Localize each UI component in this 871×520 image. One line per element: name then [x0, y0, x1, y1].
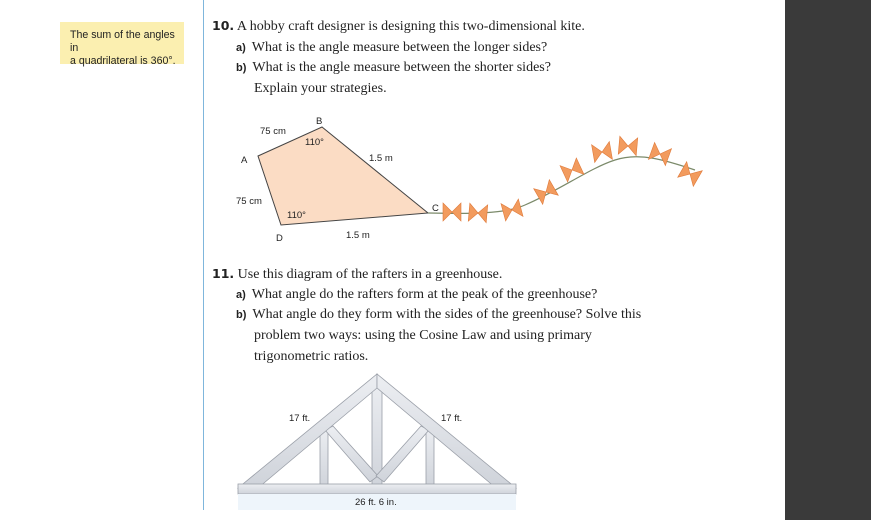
question-11b-line-1: What angle do they form with the sides of the greenhouse? Solve this — [252, 307, 642, 322]
side-bc-label: 1.5 m — [369, 153, 393, 164]
margin-note-line-1: The sum of the angles in — [70, 29, 175, 54]
question-11b-label: b) — [236, 309, 247, 321]
question-11a-label: a) — [236, 289, 246, 301]
vertex-b-label: B — [316, 116, 323, 127]
truss-brace-left — [325, 426, 378, 482]
question-10-text: A hobby craft designer is designing this two-dimensional kite. — [236, 19, 585, 34]
question-10-number: 10. — [212, 18, 235, 33]
right-rafter-label: 17 ft. — [441, 413, 463, 424]
base-label: 26 ft. 6 in. — [355, 497, 397, 508]
vertex-c-label: C — [432, 203, 439, 214]
question-10b-text: What is the angle measure between the shorter sides? — [252, 60, 551, 75]
truss-brace-right — [376, 426, 429, 482]
side-ad-label: 75 cm — [236, 196, 262, 207]
side-ab-label: 75 cm — [260, 126, 286, 137]
base-beam — [238, 484, 516, 494]
vertex-d-label: D — [276, 233, 283, 244]
question-11-number: 11. — [212, 266, 235, 281]
question-10b-continued: Explain your strategies. — [254, 81, 387, 96]
left-rafter-label: 17 ft. — [289, 413, 311, 424]
question-11a-text: What angle do the rafters form at the peak of the greenhouse? — [251, 287, 598, 302]
vertex-a-label: A — [241, 155, 248, 166]
question-11b-line-3: trigonometric ratios. — [254, 349, 369, 364]
truss-strut-left — [320, 428, 328, 488]
question-11b-line-2: problem two ways: using the Cosine Law and using primary — [254, 328, 592, 343]
question-10a-label: a) — [236, 42, 246, 54]
question-10b-label: b) — [236, 62, 247, 74]
angle-b-label: 110° — [305, 137, 324, 148]
truss-frame — [238, 374, 516, 494]
question-10a-text: What is the angle measure between the longer sides? — [251, 40, 548, 55]
truss-strut-right — [426, 428, 434, 488]
angle-d-label: 110° — [287, 210, 306, 221]
question-11-text: Use this diagram of the rafters in a greenhouse. — [237, 267, 503, 282]
margin-note-line-2: a quadrilateral is 360°. — [70, 55, 176, 67]
rafter-left — [238, 374, 377, 488]
rafter-right — [377, 374, 516, 488]
side-dc-label: 1.5 m — [346, 230, 370, 241]
